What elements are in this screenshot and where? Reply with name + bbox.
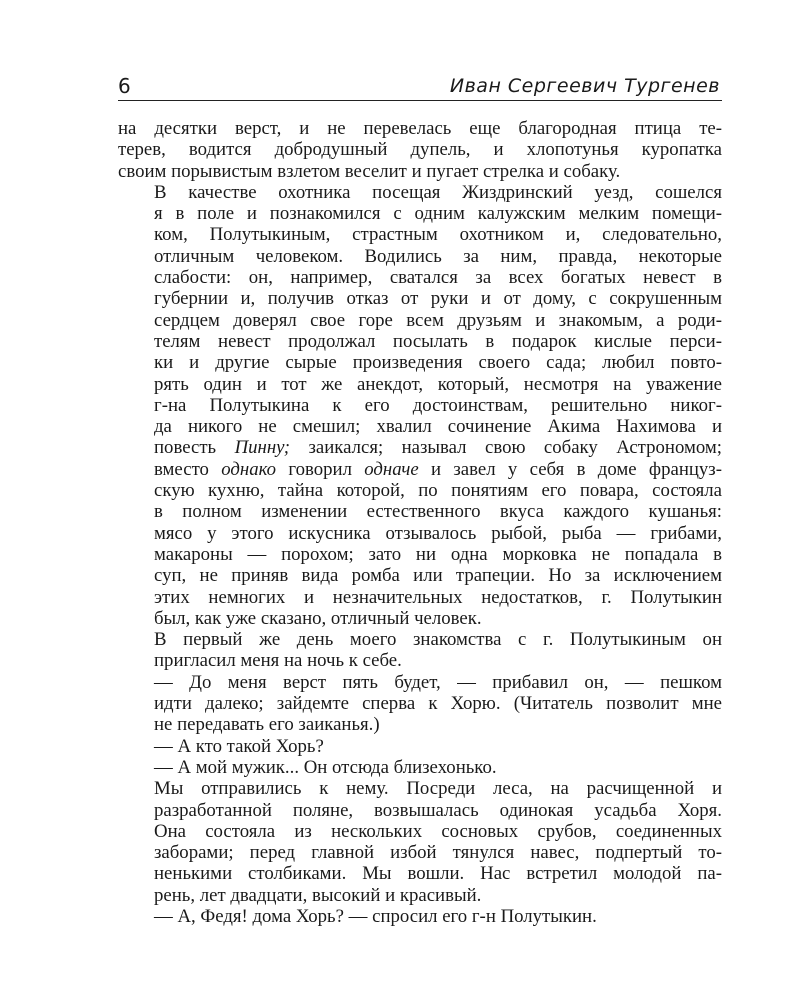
paragraph: [118, 118, 722, 182]
text-line: губернии и, получив отказ от руки и от дому, с сокрушенным: [154, 288, 722, 310]
text-line: этих немногих и незначительных недостатков, г. Полутыкин: [154, 586, 722, 608]
paragraph: [118, 778, 722, 906]
paragraph: [118, 736, 722, 757]
italic-title: Пинну;: [234, 437, 291, 459]
paragraph: [118, 672, 722, 736]
text-line: отличным человеком. Водились за ним, правда, некоторые: [154, 245, 722, 267]
text-line: ненькими столбиками. Мы вошли. Нас встретил молодой па-: [154, 863, 722, 885]
text-line: макароны — порохом; зато ни одна морковка не попадала в: [154, 543, 722, 565]
text-line: суп, не приняв вида ромба или трапеции. Но за исключением: [154, 565, 722, 587]
text-line: пригласил меня на ночь к себе.: [154, 650, 402, 672]
text-line: г-на Полутыкина к его достоинствам, решительно никог-: [154, 394, 722, 416]
text-line: сердцем доверял свое горе всем друзьям и знакомым, а роди-: [154, 309, 722, 331]
body-text: [118, 118, 722, 927]
page-number: 6: [118, 74, 131, 98]
text-line: [118, 459, 722, 480]
text-fragment: заикался; называл свою собаку Астрономом;: [290, 437, 722, 459]
text-line: был, как уже сказано, отличный человек.: [154, 607, 482, 629]
text-line: Мы отправились к нему. Посреди леса, на расчищенной и: [154, 778, 722, 800]
text-line: мясо у этого искусника отзывалось рыбой, рыба — грибами,: [154, 522, 722, 544]
text-line: — А, Федя! дома Хорь? — спросил его г-н Полутыкин.: [154, 905, 597, 927]
text-line: не передавать его заиканья.): [154, 714, 380, 736]
page-header: [118, 74, 722, 101]
text-line: [118, 437, 722, 458]
text-line: заборами; перед главной избой тянулся навес, подпертый то-: [154, 842, 722, 864]
text-fragment: вместо: [154, 458, 222, 480]
running-head: Иван Сергеевич Тургенев: [449, 75, 720, 97]
paragraph: [118, 757, 722, 778]
text-fragment: повесть: [154, 437, 235, 459]
text-line: — До меня верст пять будет, — прибавил он, — пешком: [154, 671, 722, 693]
text-line: на десятки верст, и не перевелась еще благородная птица те-: [118, 118, 722, 139]
paragraph: [118, 906, 722, 927]
italic-word: одначе: [364, 458, 419, 480]
text-fragment: говорил: [276, 458, 365, 480]
text-line: своим порывистым взлетом веселит и пугает стрелка и собаку.: [118, 160, 621, 182]
text-line: ком, Полутыкиным, страстным охотником и, следовательно,: [154, 224, 722, 246]
text-line: Она состояла из нескольких сосновых срубов, соединенных: [154, 820, 722, 842]
text-line: да никого не смешил; хвалил сочинение Акима Нахимова и: [154, 416, 722, 438]
paragraph: [118, 182, 722, 629]
text-line: идти далеко; зайдемте сперва к Хорю. (Читатель позволит мне: [154, 693, 722, 715]
text-line: рять один и тот же анекдот, который, несмотря на уважение: [154, 373, 722, 395]
text-line: — А кто такой Хорь?: [154, 735, 324, 757]
paragraph: [118, 629, 722, 672]
italic-word: однако: [221, 458, 277, 480]
text-line: ки и другие сырые произведения своего сада; любил повто-: [154, 352, 722, 374]
text-line: В первый же день моего знакомства с г. Полутыкиным он: [154, 629, 722, 651]
text-fragment: и завел у себя в доме француз-: [418, 458, 722, 480]
text-line: в полном изменении естественного вкуса каждого кушанья:: [154, 501, 722, 523]
text-line: разработанной поляне, возвышалась одинокая усадьба Хоря.: [154, 799, 722, 821]
text-line: я в поле и познакомился с одним калужским мелким помещи-: [154, 203, 722, 225]
text-line: терев, водится добродушный дупель, и хлопотунья куропатка: [118, 139, 722, 161]
text-line: скую кухню, тайна которой, по понятиям его повара, состояла: [154, 480, 722, 502]
text-line: — А мой мужик... Он отсюда близехонько.: [154, 756, 497, 778]
text-line: рень, лет двадцати, высокий и красивый.: [154, 884, 482, 906]
text-line: слабости: он, например, сватался за всех богатых невест в: [154, 267, 722, 289]
text-line: телям невест продолжал посылать в подарок кислые перси-: [154, 330, 722, 352]
text-line: В качестве охотника посещая Жиздринский уезд, сошелся: [154, 181, 722, 203]
